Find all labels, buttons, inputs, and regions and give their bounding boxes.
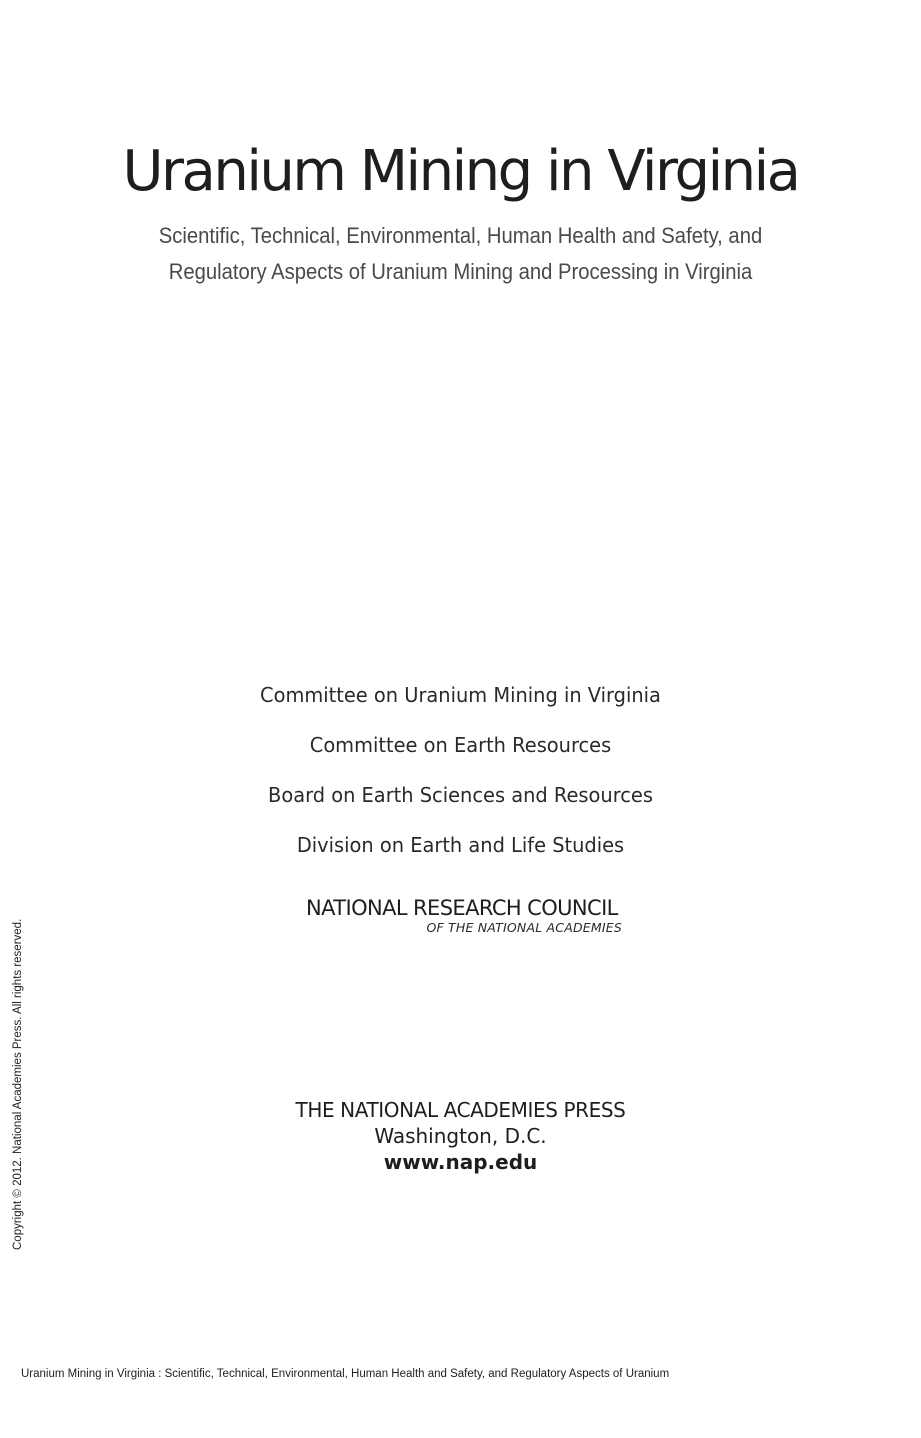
publisher-url-link[interactable]: www.nap.edu — [383, 1150, 538, 1174]
division-line: Division on Earth and Life Studies — [296, 833, 625, 857]
book-subtitle-line-2: Regulatory Aspects of Uranium Mining and Processing in Virginia — [168, 259, 753, 284]
book-title: Uranium Mining in Virginia — [122, 139, 799, 204]
council-wordmark — [306, 894, 622, 936]
book-subtitle-line-1: Scientific, Technical, Environmental, Human Health and Safety, and — [158, 223, 763, 248]
publisher-name: THE NATIONAL ACADEMIES PRESS — [295, 1098, 626, 1122]
copyright-notice: Copyright © 2012. National Academies Press. All rights reserved. — [12, 918, 24, 1250]
board-line: Board on Earth Sciences and Resources — [268, 783, 653, 807]
committee-line: Committee on Earth Resources — [309, 733, 612, 757]
copyright-margin — [10, 888, 26, 1250]
council-subtitle: OF THE NATIONAL ACADEMIES — [426, 920, 622, 935]
council-name: NATIONAL RESEARCH COUNCIL — [306, 896, 618, 920]
publisher-city: Washington, D.C. — [374, 1124, 547, 1148]
committee-line: Committee on Uranium Mining in Virginia — [260, 683, 661, 707]
page-footer: Uranium Mining in Virginia : Scientific, Technical, Environmental, Human Health and Safety, and Regulatory Aspects of Uranium — [21, 1368, 670, 1380]
